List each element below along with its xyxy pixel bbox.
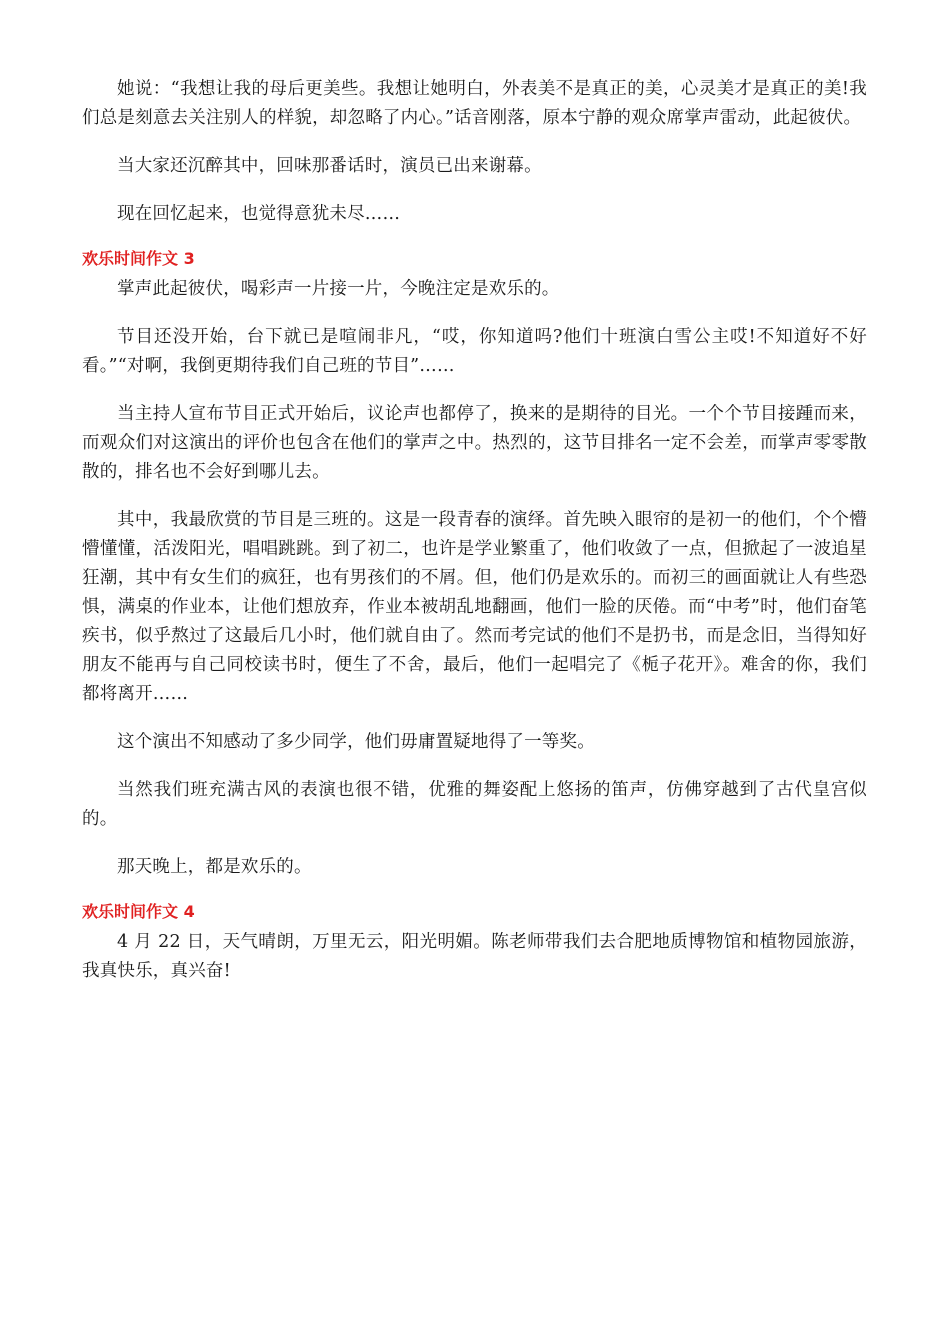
paragraph: 当主持人宣布节目正式开始后，议论声也都停了，换来的是期待的目光。一个个节目接踵而来，而观众们对这演出的评价也包含在他们的掌声之中。热烈的，这节目排名一定不会差，而掌声零零散散的，排名也不会好到哪儿去。 (82, 404, 867, 482)
paragraph: 那天晚上，都是欢乐的。 (117, 857, 312, 877)
paragraph: 其中，我最欣赏的节目是三班的。这是一段青春的演绎。首先映入眼帘的是初一的他们，个个懵懵懂懂，活泼阳光，唱唱跳跳。到了初二，也许是学业繁重了，他们收敛了一点，但掀起了一波追星狂潮，其中有女生们的疯狂，也有男孩们的不屑。但，他们仍是欢乐的。而初三的画面就让人有些恐惧，满桌的作业本，让他们想放弃，作业本被胡乱地翻画，他们一脸的厌倦。而“中考”时，他们奋笔疾书，似乎熬过了这最后几小时，他们就自由了。然而考完试的他们不是扔书，而是念旧，当得知好朋友不能再与自己同校读书时，便生了不舍，最后，他们一起唱完了《栀子花开》。难舍的你，我们都将离开…… (82, 510, 867, 704)
paragraph: 节目还没开始，台下就已是喧闹非凡，“哎，你知道吗?他们十班演白雪公主哎!不知道好不好看。”“对啊，我倒更期待我们自己班的节目”…… (82, 327, 867, 376)
section-continuation (82, 75, 867, 229)
section-heading: 欢乐时间作文 4 (82, 902, 195, 921)
section-essay-3 (82, 247, 867, 882)
section-essay-4 (82, 900, 867, 986)
paragraph: 现在回忆起来，也觉得意犹未尽…… (117, 204, 401, 224)
document-page (82, 75, 867, 986)
paragraph: 这个演出不知感动了多少同学，他们毋庸置疑地得了一等奖。 (117, 732, 595, 752)
paragraph: 4 月 22 日，天气晴朗，万里无云，阳光明媚。陈老师带我们去合肥地质博物馆和植物园旅游，我真快乐，真兴奋! (82, 932, 867, 981)
paragraph: 当大家还沉醉其中，回味那番话时，演员已出来谢幕。 (117, 156, 542, 176)
paragraph: 掌声此起彼伏，喝彩声一片接一片，今晚注定是欢乐的。 (117, 279, 560, 299)
section-heading: 欢乐时间作文 3 (82, 249, 195, 268)
paragraph: 当然我们班充满古风的表演也很不错，优雅的舞姿配上悠扬的笛声，仿佛穿越到了古代皇宫似的。 (82, 780, 867, 829)
paragraph: 她说：“我想让我的母后更美些。我想让她明白，外表美不是真正的美，心灵美才是真正的美!我们总是刻意去关注别人的样貌，却忽略了内心。”话音刚落，原本宁静的观众席掌声雷动，此起彼伏。 (82, 79, 867, 128)
